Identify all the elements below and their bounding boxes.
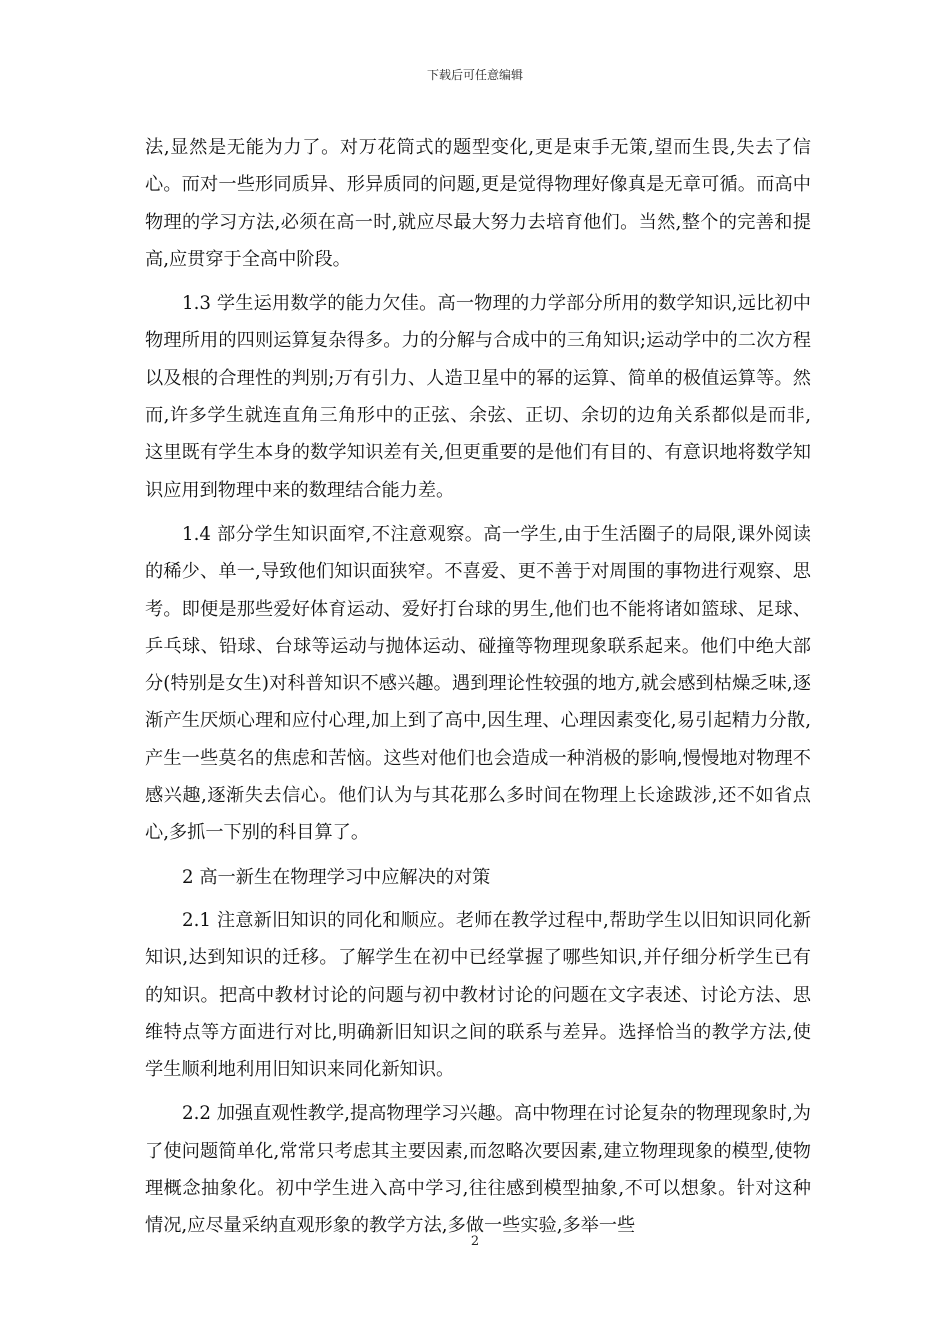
page-number: 2 bbox=[470, 1234, 480, 1249]
paragraph-2-1: 2.1 注意新旧知识的同化和顺应。老师在教学过程中,帮助学生以旧知识同化新知识,达到知识的迁移。了解学生在初中已经掌握了哪些知识,并仔细分析学生已有的知识。把高中教材讨论的问题与初中教材讨论的问题在文字表述、讨论方法、思维特点等方面进行对比,明确新旧知识之间的联系与差异。选择恰当的教学方法,使学生顺利地利用旧知识来同化新知识。 bbox=[145, 909, 811, 1081]
paragraph-1-4: 1.4 部分学生知识面窄,不注意观察。高一学生,由于生活圈子的局限,课外阅读的稀少、单一,导致他们知识面狭窄。不喜爱、更不善于对周围的事物进行观察、思考。即便是那些爱好体育运动、爱好打台球的男生,他们也不能将诸如篮球、足球、乒乓球、铅球、台球等运动与抛体运动、碰撞等物理现象联系起来。他们中绝大部分(特别是女生)对科普知识不感兴趣。遇到理论性较强的地方,就会感到枯燥乏味,逐渐产生厌烦心理和应付心理,加上到了高中,因生理、心理因素变化,易引起精力分散,产生一些莫名的焦虑和苦恼。这些对他们也会造成一种消极的影响,慢慢地对物理不感兴趣,逐渐失去信心。他们认为与其花那么多时间在物理上长途跋涉,还不如省点心,多抓一下别的科目算了。 bbox=[145, 523, 811, 844]
paragraph-1-3: 1.3 学生运用数学的能力欠佳。高一物理的力学部分所用的数学知识,远比初中物理所用的四则运算复杂得多。力的分解与合成中的三角知识;运动学中的二次方程以及根的合理性的判别;万有引力、人造卫星中的幂的运算、简单的极值运算等。然而,许多学生就连直角三角形中的正弦、余弦、正切、余切的边角关系都似是而非,这里既有学生本身的数学知识差有关,但更重要的是他们有目的、有意识地将数学知识应用到物理中来的数理结合能力差。 bbox=[145, 293, 811, 501]
body-text bbox=[145, 129, 811, 1252]
paragraph-continued: 法,显然是无能为力了。对万花筒式的题型变化,更是束手无策,望而生畏,失去了信心。而对一些形同质异、形异质同的问题,更是觉得物理好像真是无章可循。而高中物理的学习方法,必须在高一时,就应尽最大努力去培育他们。当然,整个的完善和提高,应贯穿于全高中阶段。 bbox=[145, 137, 811, 270]
section-heading-2: 2 高一新生在物理学习中应解决的对策 bbox=[182, 866, 491, 888]
paragraph-2-2: 2.2 加强直观性教学,提高物理学习兴趣。高中物理在讨论复杂的物理现象时,为了使问题简单化,常常只考虑其主要因素,而忽略次要因素,建立物理现象的模型,使物理概念抽象化。初中学生进入高中学习,往往感到模型抽象,不可以想象。针对这种情况,应尽量采纳直观形象的教学方法,多做一些实验,多举一些 bbox=[145, 1103, 811, 1237]
page-header: 下载后可任意编辑 bbox=[426, 68, 523, 82]
